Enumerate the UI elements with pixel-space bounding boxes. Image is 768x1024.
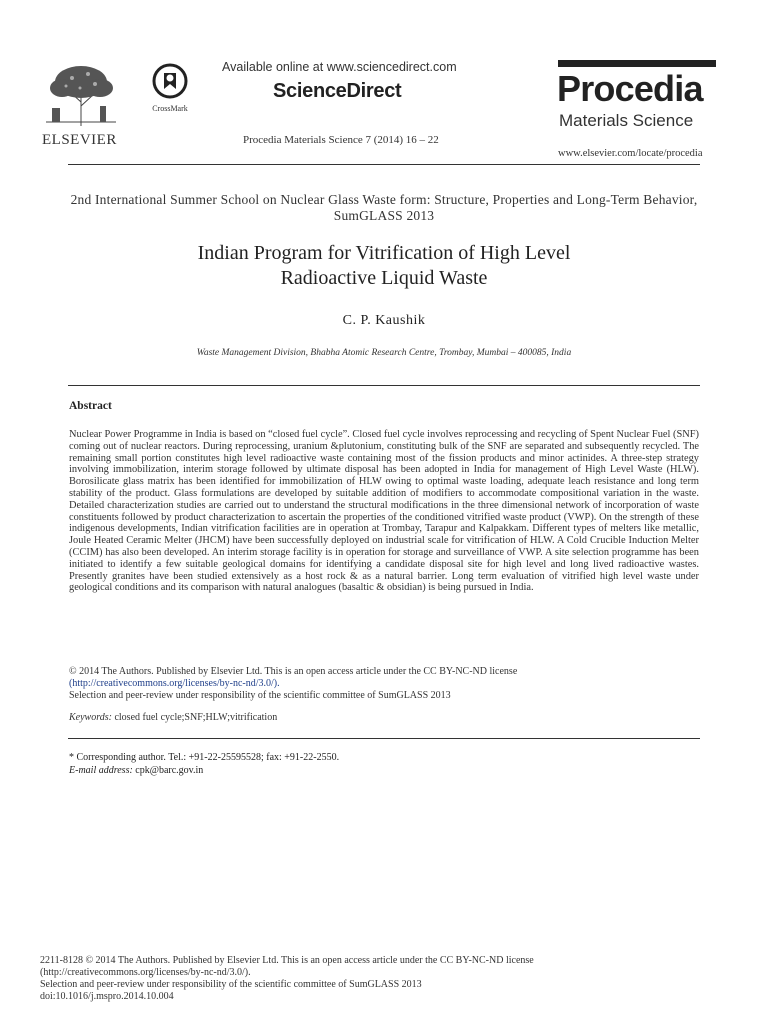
footer-doi[interactable]: doi:10.1016/j.mspro.2014.10.004: [40, 991, 174, 1002]
corresponding-contact: * Corresponding author. Tel.: +91-22-25595528; fax: +91-22-2550.: [69, 752, 340, 763]
journal-subtitle: Materials Science: [559, 111, 694, 130]
email-address[interactable]: cpk@barc.gov.in: [135, 765, 204, 776]
corresponding-author: [69, 751, 339, 777]
publisher-wordmark: ELSEVIER: [42, 132, 117, 148]
title-line-1: Indian Program for Vitrification of High Level: [197, 242, 571, 264]
license-link[interactable]: (http://creativecommons.org/licenses/by-nc-nd/3.0/).: [69, 678, 280, 689]
crossmark-badge[interactable]: [150, 63, 190, 113]
abstract-body: Nuclear Power Programme in India is based on “closed fuel cycle”. Closed fuel cycle involves reprocessing and recycling of Spent Nuclear Fuel (SNF) coming out of nuclear reactors. During reprocessing, uranium &plutonium, constituting bulk of the SNF are separated and subsequently recycled. The remaining small portion constitutes high level radioactive waste containing most of the fission products and minor actinides. A three-step strategy involving immobilization, interim storage followed by ultimate disposal has been adopted in India for management of High Level Waste (HLW). Borosilicate glass matrix has been identified for immobilization of HLW owing to optimal waste loading, adequate leach resistance and long term stability of the product. Glass formulations are developed by suitable addition of modifiers to accommodate compositional variation in the waste. Detailed characterization studies are carried out to understand the structural modifications in the three dimensional network of incorporation of waste constituents followed by product characterization to ascertain the properties of the conditioned vitrified waste product (VWP). On the strength of these indigenous developments, Indian vitrification facilities are in operation at Trombay, Tarapur and Kalpakkam. Different types of melters like metallic, Joule Heated Ceramic Melter (JHCM) have been successfully deployed on industrial scale for vitrification of HLW. A Cold Crucible Induction Melter (CCIM) has also been developed. An interim storage facility is in operation for storage and surveillance of VWP. A site selection programme has been initiated to identify a few suitable geological domains for identifying a candidate disposal site for high level and long lived radioactive wastes. Presently granites have been studied extensively as a host rock & as a natural barrier. Long term evaluation of vitrified high level waste under geological conditions and its comparison with natural analogues (basaltic & obsidian) is being pursued in India.: [69, 429, 699, 594]
journal-citation: Procedia Materials Science 7 (2014) 16 – 22: [243, 134, 439, 146]
procedia-top-bar: [558, 60, 716, 67]
crossmark-icon: [152, 63, 188, 99]
sciencedirect-brand: ScienceDirect: [273, 80, 402, 102]
header-divider: [68, 164, 700, 165]
footer-copyright: 2211-8128 © 2014 The Authors. Published by Elsevier Ltd. This is an open access article under the CC BY-NC-ND license: [40, 955, 534, 966]
license-line: © 2014 The Authors. Published by Elsevier Ltd. This is an open access article under the CC BY-NC-ND license: [69, 666, 518, 677]
abstract-top-divider: [68, 385, 700, 386]
author-affiliation: Waste Management Division, Bhabha Atomic Research Centre, Trombay, Mumbai – 400085, India: [196, 348, 572, 358]
abstract-bottom-divider: [68, 738, 700, 739]
footer-license-link[interactable]: (http://creativecommons.org/licenses/by-nc-nd/3.0/).: [40, 967, 251, 978]
paper-title: [100, 241, 668, 291]
peer-review-note: Selection and peer-review under responsibility of the scientific committee of SumGLASS 2013: [69, 690, 451, 701]
crossmark-label: CrossMark: [152, 104, 188, 113]
email-label: E-mail address:: [69, 765, 133, 776]
footer-peer-review: Selection and peer-review under responsibility of the scientific committee of SumGLASS 2013: [40, 979, 422, 990]
author-name: C. P. Kaushik: [342, 313, 426, 328]
title-line-2: Radioactive Liquid Waste: [280, 267, 488, 289]
page-footer: [40, 955, 534, 1003]
journal-url[interactable]: www.elsevier.com/locate/procedia: [558, 148, 703, 159]
keywords-label: Keywords:: [69, 712, 112, 723]
keywords-value: closed fuel cycle;SNF;HLW;vitrification: [114, 712, 278, 723]
abstract-heading: Abstract: [69, 400, 112, 412]
keywords: [69, 712, 277, 723]
elsevier-tree-logo: [40, 62, 122, 128]
journal-name: Procedia: [557, 68, 703, 109]
available-online-text: Available online at www.sciencedirect.com: [222, 60, 457, 74]
license-notice: [69, 666, 699, 702]
conference-name: 2nd International Summer School on Nuclear Glass Waste form: Structure, Properties and Long-Term Behavior, SumGLASS 2013: [70, 192, 698, 223]
